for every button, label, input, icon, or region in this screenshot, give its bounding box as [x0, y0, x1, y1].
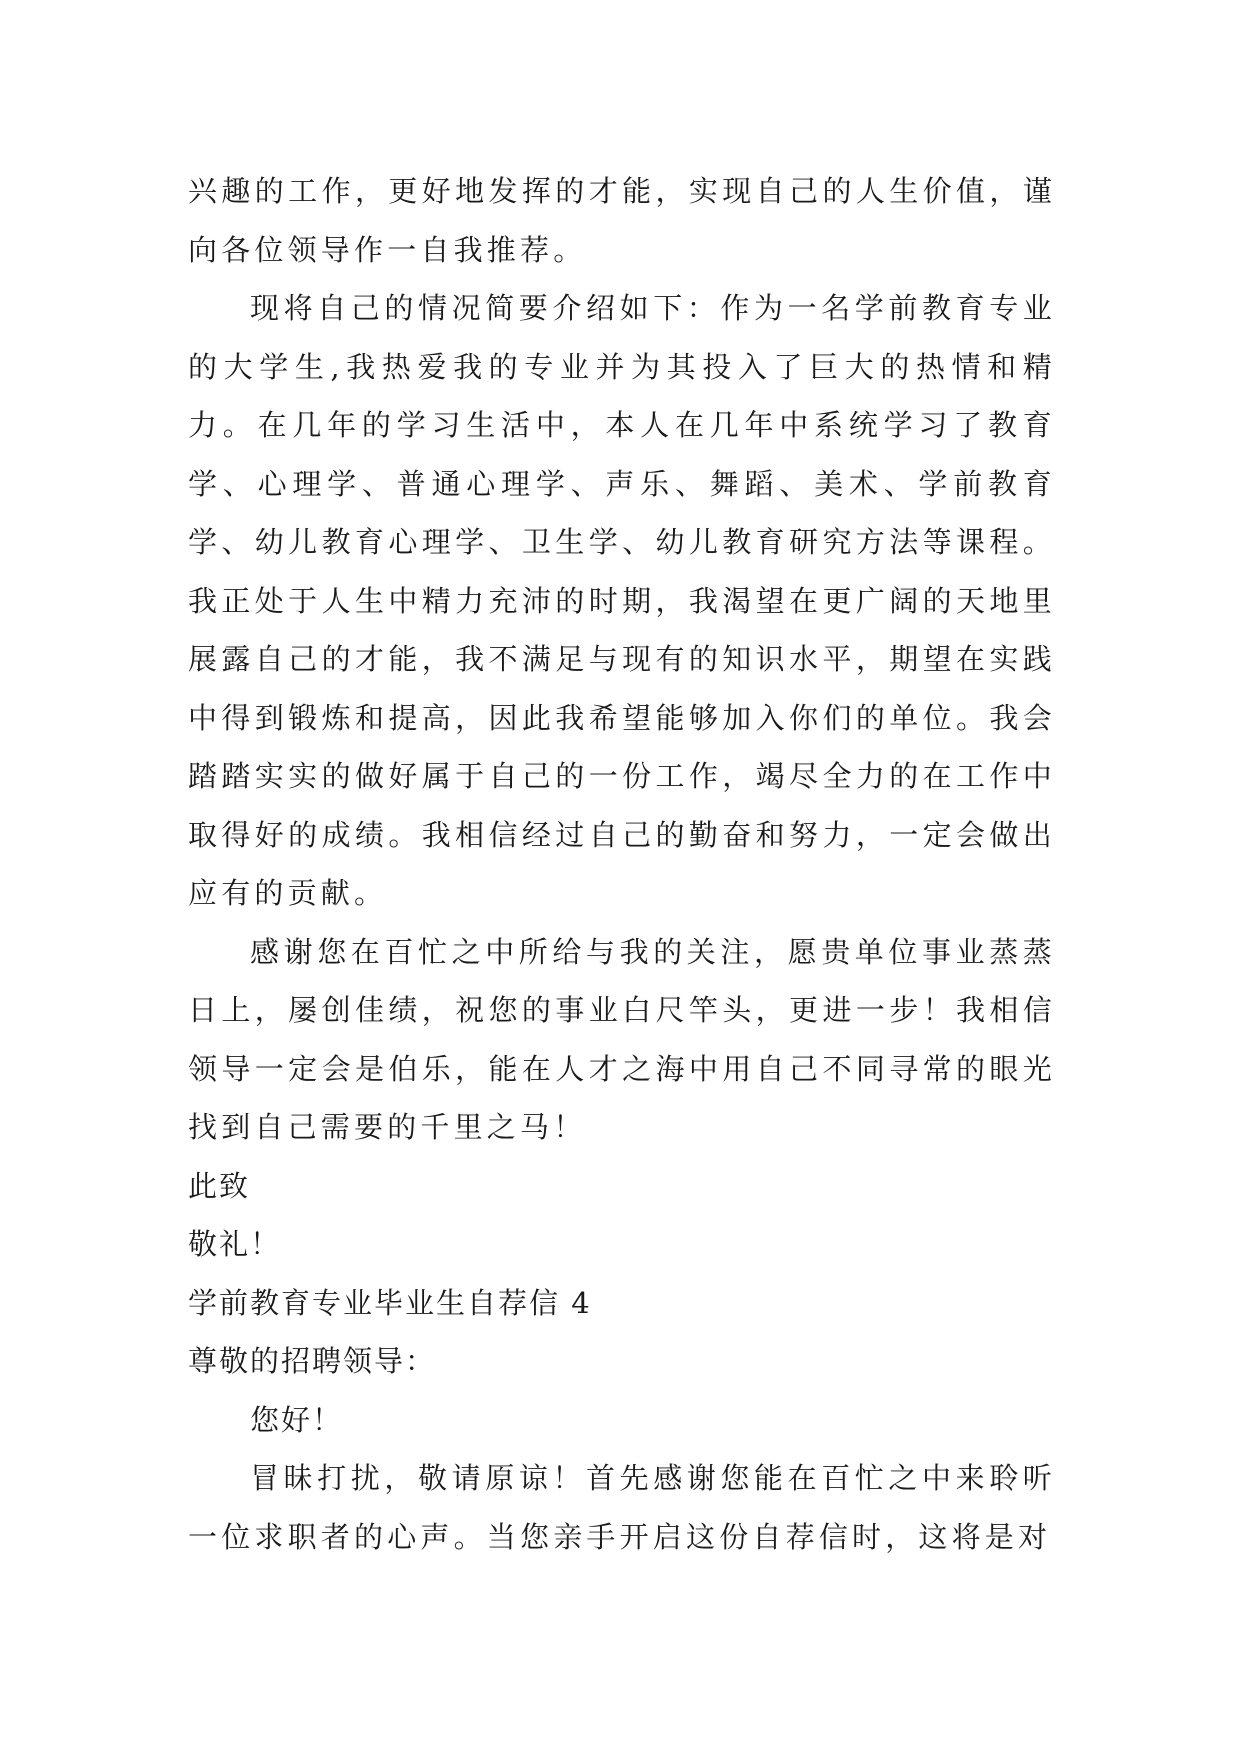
document-body: [188, 162, 1056, 1566]
letter-greeting: 尊敬的招聘领导：: [188, 1344, 437, 1378]
letter-hello: 您好！: [250, 1402, 344, 1437]
closing-regards: 敬礼！: [188, 1227, 282, 1261]
paragraph-self-introduction: 现将自己的情况简要介绍如下：作为一名学前教育专业的大学生,我热爱我的专业并为其投入了巨大的热情和精力。在几年的学习生活中，本人在几年中系统学习了教育学、心理学、普通心理学、声乐、舞蹈、美术、学前教育学、幼儿教育心理学、卫生学、幼儿教育研究方法等课程。我正处于人生中精力充沛的时期，我渴望在更广阔的天地里展露自己的才能，我不满足与现有的知识水平，期望在实践中得到锻炼和提高，因此我希望能够加入你们的单位。我会踏踏实实的做好属于自己的一份工作，竭尽全力的在工作中取得好的成绩。我相信经过自己的勤奋和努力，一定会做出应有的贡献。: [188, 291, 1056, 910]
paragraph-thanks: 感谢您在百忙之中所给与我的关注，愿贵单位事业蒸蒸日上，屡创佳绩，祝您的事业白尺竿头，更进一步！我相信领导一定会是伯乐，能在人才之海中用自己不同寻常的眼光找到自己需要的千里之马！: [188, 934, 1056, 1144]
letter-title: 学前教育专业毕业生自荐信 4: [188, 1285, 592, 1320]
paragraph-opening: 冒昧打扰，敬请原谅！首先感谢您能在百忙之中来聆听一位求职者的心声。当您亲手开启这份自荐信时，这将是对: [188, 1461, 1056, 1554]
closing-salutation: 此致: [188, 1168, 251, 1203]
paragraph-intro-continued: 兴趣的工作，更好地发挥的才能，实现自己的人生价值，谨向各位领导作一自我推荐。: [188, 174, 1056, 267]
